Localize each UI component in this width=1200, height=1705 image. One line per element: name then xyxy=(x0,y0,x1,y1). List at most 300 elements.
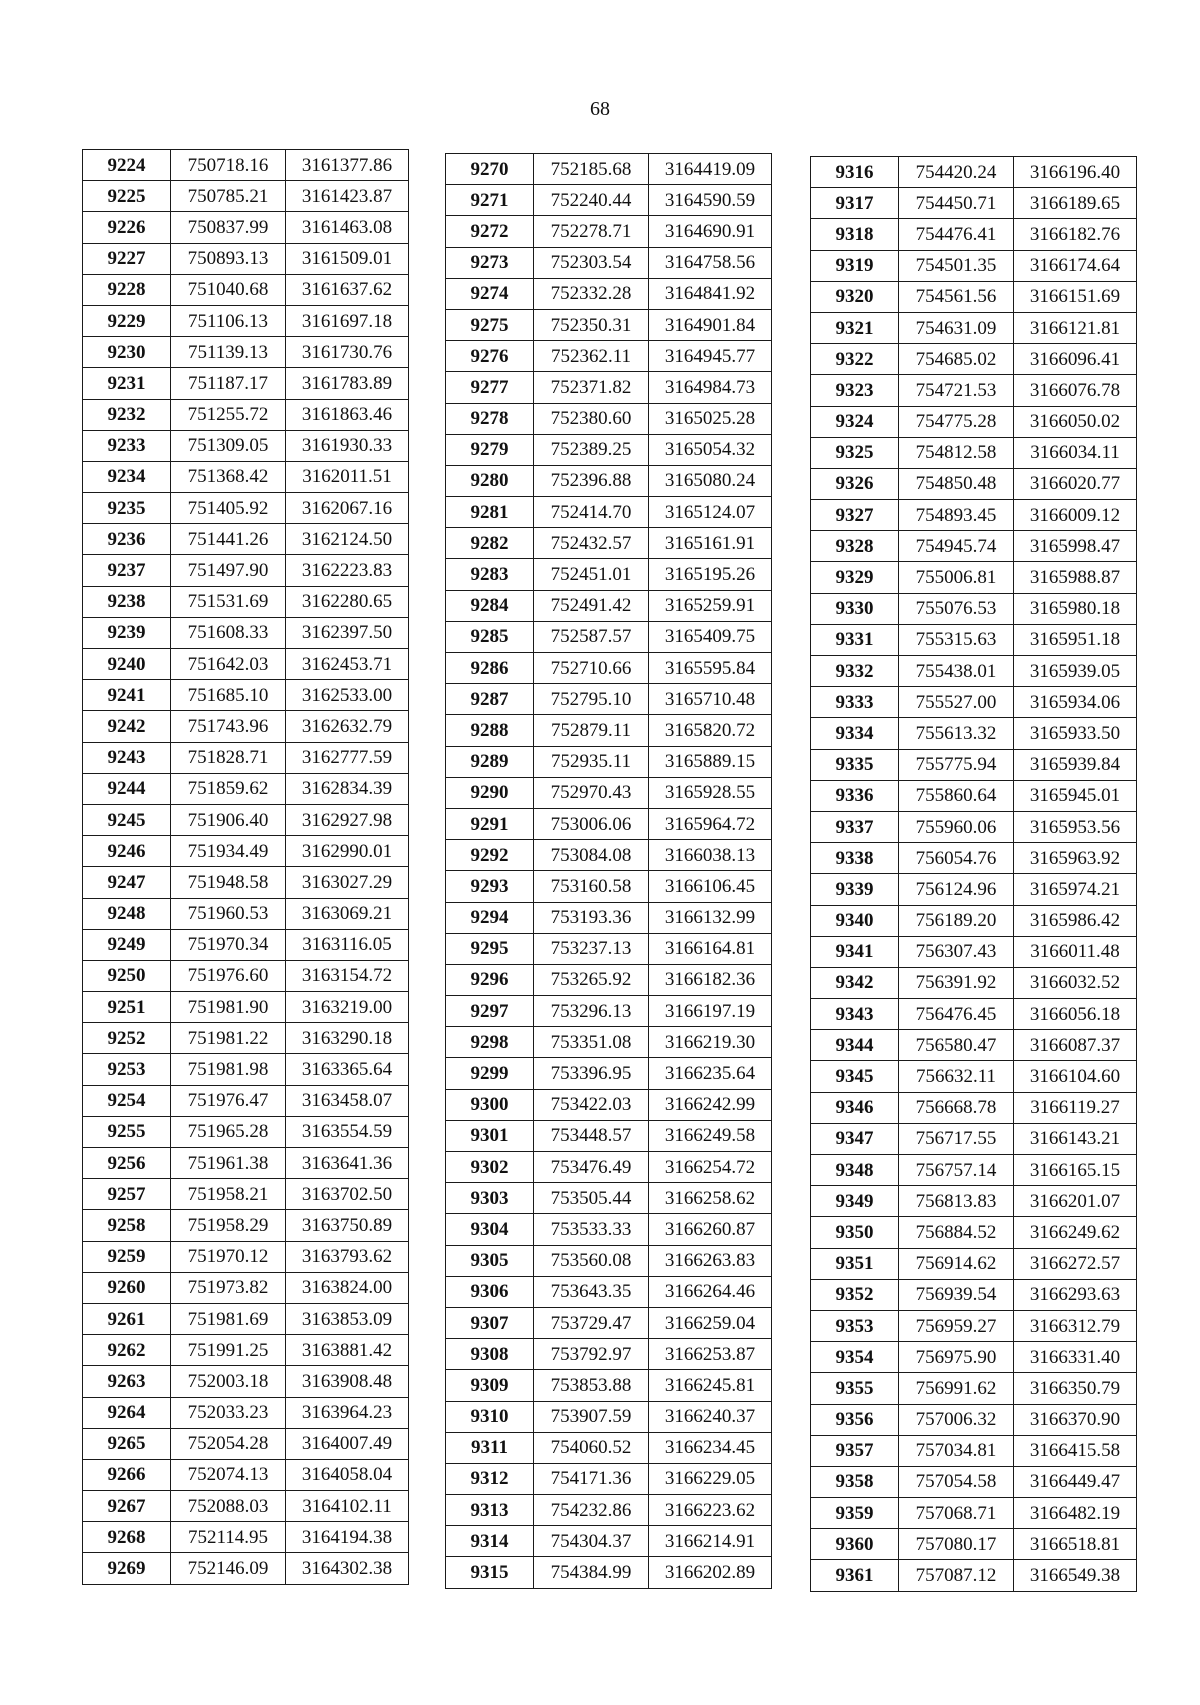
point-number: 9327 xyxy=(811,500,899,531)
table-row xyxy=(446,1463,772,1494)
x-coordinate: 752362.11 xyxy=(534,341,649,372)
point-number: 9331 xyxy=(811,624,899,655)
y-coordinate: 3166164.81 xyxy=(649,933,772,964)
y-coordinate: 3163154.72 xyxy=(286,960,409,991)
table-row xyxy=(446,840,772,871)
x-coordinate: 755315.63 xyxy=(899,624,1014,655)
x-coordinate: 753193.36 xyxy=(534,902,649,933)
point-number: 9361 xyxy=(811,1560,899,1591)
point-number: 9358 xyxy=(811,1466,899,1497)
y-coordinate: 3161697.18 xyxy=(286,305,409,336)
y-coordinate: 3165710.48 xyxy=(649,684,772,715)
point-number: 9230 xyxy=(83,337,171,368)
y-coordinate: 3166143.21 xyxy=(1014,1123,1137,1154)
table-row xyxy=(446,434,772,465)
coordinate-table-1 xyxy=(82,149,409,1585)
point-number: 9266 xyxy=(83,1459,171,1490)
point-number: 9286 xyxy=(446,653,534,684)
point-number: 9340 xyxy=(811,905,899,936)
table-row xyxy=(83,1303,409,1334)
x-coordinate: 753907.59 xyxy=(534,1401,649,1432)
y-coordinate: 3166197.19 xyxy=(649,996,772,1027)
x-coordinate: 751106.13 xyxy=(171,305,286,336)
y-coordinate: 3165963.92 xyxy=(1014,843,1137,874)
table-row xyxy=(83,243,409,274)
table-row xyxy=(446,808,772,839)
x-coordinate: 752451.01 xyxy=(534,559,649,590)
table-row xyxy=(83,1148,409,1179)
table-row xyxy=(446,1120,772,1151)
x-coordinate: 754304.37 xyxy=(534,1526,649,1557)
point-number: 9272 xyxy=(446,216,534,247)
x-coordinate: 754775.28 xyxy=(899,406,1014,437)
y-coordinate: 3164758.56 xyxy=(649,247,772,278)
y-coordinate: 3166201.07 xyxy=(1014,1186,1137,1217)
table-row xyxy=(446,309,772,340)
x-coordinate: 751973.82 xyxy=(171,1272,286,1303)
y-coordinate: 3161377.86 xyxy=(286,150,409,181)
x-coordinate: 750718.16 xyxy=(171,150,286,181)
x-coordinate: 751309.05 xyxy=(171,430,286,461)
table-row xyxy=(446,247,772,278)
x-coordinate: 754945.74 xyxy=(899,531,1014,562)
table-row xyxy=(446,372,772,403)
point-number: 9322 xyxy=(811,344,899,375)
x-coordinate: 752033.23 xyxy=(171,1397,286,1428)
table-row xyxy=(811,780,1137,811)
x-coordinate: 754501.35 xyxy=(899,250,1014,281)
x-coordinate: 751497.90 xyxy=(171,555,286,586)
point-number: 9303 xyxy=(446,1183,534,1214)
y-coordinate: 3165988.87 xyxy=(1014,562,1137,593)
table-row xyxy=(446,403,772,434)
table-row xyxy=(446,154,772,185)
x-coordinate: 751965.28 xyxy=(171,1116,286,1147)
x-coordinate: 752935.11 xyxy=(534,746,649,777)
y-coordinate: 3166249.58 xyxy=(649,1120,772,1151)
point-number: 9346 xyxy=(811,1092,899,1123)
point-number: 9343 xyxy=(811,999,899,1030)
y-coordinate: 3162777.59 xyxy=(286,742,409,773)
table-row xyxy=(446,559,772,590)
table-row xyxy=(83,399,409,430)
table-row xyxy=(811,437,1137,468)
table-row xyxy=(811,562,1137,593)
table-row xyxy=(811,1466,1137,1497)
table-row xyxy=(811,874,1137,905)
y-coordinate: 3166240.37 xyxy=(649,1401,772,1432)
table-row xyxy=(83,212,409,243)
y-coordinate: 3163027.29 xyxy=(286,867,409,898)
x-coordinate: 754420.24 xyxy=(899,157,1014,188)
y-coordinate: 3166254.72 xyxy=(649,1152,772,1183)
table-row xyxy=(811,1435,1137,1466)
point-number: 9282 xyxy=(446,528,534,559)
y-coordinate: 3165161.91 xyxy=(649,528,772,559)
table-row xyxy=(811,593,1137,624)
y-coordinate: 3166032.52 xyxy=(1014,967,1137,998)
y-coordinate: 3162223.83 xyxy=(286,555,409,586)
x-coordinate: 756189.20 xyxy=(899,905,1014,936)
table-row xyxy=(446,746,772,777)
y-coordinate: 3161930.33 xyxy=(286,430,409,461)
y-coordinate: 3165025.28 xyxy=(649,403,772,434)
point-number: 9252 xyxy=(83,1023,171,1054)
table-row xyxy=(446,590,772,621)
table-row xyxy=(811,250,1137,281)
table-row xyxy=(811,406,1137,437)
point-number: 9225 xyxy=(83,181,171,212)
table-row xyxy=(83,1210,409,1241)
x-coordinate: 754232.86 xyxy=(534,1495,649,1526)
table-row xyxy=(83,1054,409,1085)
y-coordinate: 3164590.59 xyxy=(649,185,772,216)
y-coordinate: 3163702.50 xyxy=(286,1179,409,1210)
x-coordinate: 750837.99 xyxy=(171,212,286,243)
table-row xyxy=(83,617,409,648)
x-coordinate: 757080.17 xyxy=(899,1529,1014,1560)
point-number: 9247 xyxy=(83,867,171,898)
point-number: 9302 xyxy=(446,1152,534,1183)
y-coordinate: 3165945.01 xyxy=(1014,780,1137,811)
point-number: 9356 xyxy=(811,1404,899,1435)
table-row xyxy=(811,1560,1137,1591)
point-number: 9242 xyxy=(83,711,171,742)
table-row xyxy=(83,742,409,773)
table-row xyxy=(811,999,1137,1030)
point-number: 9298 xyxy=(446,1027,534,1058)
y-coordinate: 3165939.05 xyxy=(1014,656,1137,687)
table-row xyxy=(83,929,409,960)
point-number: 9306 xyxy=(446,1276,534,1307)
table-row xyxy=(83,1397,409,1428)
table-row xyxy=(83,1116,409,1147)
table-row xyxy=(446,278,772,309)
y-coordinate: 3165080.24 xyxy=(649,465,772,496)
x-coordinate: 751642.03 xyxy=(171,649,286,680)
y-coordinate: 3164901.84 xyxy=(649,309,772,340)
x-coordinate: 756391.92 xyxy=(899,967,1014,998)
table-row xyxy=(811,624,1137,655)
y-coordinate: 3161509.01 xyxy=(286,243,409,274)
y-coordinate: 3163458.07 xyxy=(286,1085,409,1116)
x-coordinate: 752587.57 xyxy=(534,621,649,652)
x-coordinate: 752114.95 xyxy=(171,1522,286,1553)
y-coordinate: 3166518.81 xyxy=(1014,1529,1137,1560)
x-coordinate: 750785.21 xyxy=(171,181,286,212)
point-number: 9281 xyxy=(446,497,534,528)
table-row xyxy=(83,867,409,898)
x-coordinate: 752970.43 xyxy=(534,777,649,808)
point-number: 9323 xyxy=(811,375,899,406)
y-coordinate: 3162632.79 xyxy=(286,711,409,742)
x-coordinate: 754384.99 xyxy=(534,1557,649,1588)
table-row xyxy=(446,1526,772,1557)
point-number: 9333 xyxy=(811,687,899,718)
point-number: 9345 xyxy=(811,1061,899,1092)
y-coordinate: 3166011.48 xyxy=(1014,936,1137,967)
table-row xyxy=(83,305,409,336)
y-coordinate: 3164194.38 xyxy=(286,1522,409,1553)
x-coordinate: 754476.41 xyxy=(899,219,1014,250)
point-number: 9310 xyxy=(446,1401,534,1432)
y-coordinate: 3165933.50 xyxy=(1014,718,1137,749)
x-coordinate: 752380.60 xyxy=(534,403,649,434)
x-coordinate: 751531.69 xyxy=(171,586,286,617)
y-coordinate: 3163219.00 xyxy=(286,992,409,1023)
y-coordinate: 3166331.40 xyxy=(1014,1342,1137,1373)
y-coordinate: 3166174.64 xyxy=(1014,250,1137,281)
y-coordinate: 3164007.49 xyxy=(286,1428,409,1459)
table-row xyxy=(811,1061,1137,1092)
x-coordinate: 755006.81 xyxy=(899,562,1014,593)
table-row xyxy=(83,461,409,492)
x-coordinate: 754450.71 xyxy=(899,188,1014,219)
point-number: 9224 xyxy=(83,150,171,181)
x-coordinate: 757054.58 xyxy=(899,1466,1014,1497)
table-row xyxy=(811,811,1137,842)
x-coordinate: 753853.88 xyxy=(534,1370,649,1401)
table-row xyxy=(83,773,409,804)
x-coordinate: 756668.78 xyxy=(899,1092,1014,1123)
point-number: 9228 xyxy=(83,274,171,305)
point-number: 9316 xyxy=(811,157,899,188)
table-row xyxy=(446,777,772,808)
table-row xyxy=(83,1491,409,1522)
point-number: 9324 xyxy=(811,406,899,437)
y-coordinate: 3163853.09 xyxy=(286,1303,409,1334)
x-coordinate: 756914.62 xyxy=(899,1248,1014,1279)
table-row xyxy=(811,1498,1137,1529)
point-number: 9275 xyxy=(446,309,534,340)
table-row xyxy=(446,871,772,902)
point-number: 9292 xyxy=(446,840,534,871)
y-coordinate: 3165953.56 xyxy=(1014,811,1137,842)
x-coordinate: 754060.52 xyxy=(534,1432,649,1463)
point-number: 9317 xyxy=(811,188,899,219)
x-coordinate: 756884.52 xyxy=(899,1217,1014,1248)
point-number: 9236 xyxy=(83,524,171,555)
table-row xyxy=(83,1428,409,1459)
x-coordinate: 752074.13 xyxy=(171,1459,286,1490)
y-coordinate: 3165934.06 xyxy=(1014,687,1137,718)
point-number: 9232 xyxy=(83,399,171,430)
table-row xyxy=(811,905,1137,936)
x-coordinate: 751970.12 xyxy=(171,1241,286,1272)
point-number: 9285 xyxy=(446,621,534,652)
y-coordinate: 3165998.47 xyxy=(1014,531,1137,562)
y-coordinate: 3166249.62 xyxy=(1014,1217,1137,1248)
x-coordinate: 751828.71 xyxy=(171,742,286,773)
x-coordinate: 753792.97 xyxy=(534,1339,649,1370)
table-row xyxy=(83,960,409,991)
table-row xyxy=(811,936,1137,967)
x-coordinate: 756813.83 xyxy=(899,1186,1014,1217)
point-number: 9238 xyxy=(83,586,171,617)
point-number: 9235 xyxy=(83,493,171,524)
table-row xyxy=(811,1248,1137,1279)
y-coordinate: 3165595.84 xyxy=(649,653,772,684)
point-number: 9352 xyxy=(811,1279,899,1310)
point-number: 9351 xyxy=(811,1248,899,1279)
y-coordinate: 3166214.91 xyxy=(649,1526,772,1557)
y-coordinate: 3166258.62 xyxy=(649,1183,772,1214)
y-coordinate: 3163964.23 xyxy=(286,1397,409,1428)
point-number: 9234 xyxy=(83,461,171,492)
point-number: 9246 xyxy=(83,836,171,867)
point-number: 9291 xyxy=(446,808,534,839)
point-number: 9244 xyxy=(83,773,171,804)
x-coordinate: 756757.14 xyxy=(899,1155,1014,1186)
y-coordinate: 3162834.39 xyxy=(286,773,409,804)
x-coordinate: 751981.98 xyxy=(171,1054,286,1085)
table-row xyxy=(811,1404,1137,1435)
table-row xyxy=(83,1272,409,1303)
point-number: 9305 xyxy=(446,1245,534,1276)
table-row xyxy=(811,967,1137,998)
x-coordinate: 754721.53 xyxy=(899,375,1014,406)
x-coordinate: 754631.09 xyxy=(899,312,1014,343)
x-coordinate: 752491.42 xyxy=(534,590,649,621)
table-row xyxy=(446,465,772,496)
point-number: 9339 xyxy=(811,874,899,905)
x-coordinate: 752332.28 xyxy=(534,278,649,309)
x-coordinate: 753448.57 xyxy=(534,1120,649,1151)
y-coordinate: 3166009.12 xyxy=(1014,500,1137,531)
point-number: 9253 xyxy=(83,1054,171,1085)
x-coordinate: 753422.03 xyxy=(534,1089,649,1120)
point-number: 9260 xyxy=(83,1272,171,1303)
table-row xyxy=(446,684,772,715)
table-row xyxy=(83,711,409,742)
table-row xyxy=(446,996,772,1027)
table-row xyxy=(811,1342,1137,1373)
table-row xyxy=(446,497,772,528)
y-coordinate: 3164058.04 xyxy=(286,1459,409,1490)
y-coordinate: 3166050.02 xyxy=(1014,406,1137,437)
x-coordinate: 752414.70 xyxy=(534,497,649,528)
x-coordinate: 751961.38 xyxy=(171,1148,286,1179)
x-coordinate: 751976.60 xyxy=(171,960,286,991)
table-row xyxy=(811,1529,1137,1560)
point-number: 9258 xyxy=(83,1210,171,1241)
point-number: 9240 xyxy=(83,649,171,680)
y-coordinate: 3166076.78 xyxy=(1014,375,1137,406)
point-number: 9276 xyxy=(446,341,534,372)
point-number: 9344 xyxy=(811,1030,899,1061)
point-number: 9304 xyxy=(446,1214,534,1245)
point-number: 9335 xyxy=(811,749,899,780)
x-coordinate: 755438.01 xyxy=(899,656,1014,687)
point-number: 9259 xyxy=(83,1241,171,1272)
x-coordinate: 753533.33 xyxy=(534,1214,649,1245)
table-row xyxy=(446,216,772,247)
point-number: 9233 xyxy=(83,430,171,461)
x-coordinate: 753237.13 xyxy=(534,933,649,964)
table-row xyxy=(83,181,409,212)
point-number: 9334 xyxy=(811,718,899,749)
table-row xyxy=(811,1123,1137,1154)
point-number: 9354 xyxy=(811,1342,899,1373)
table-row xyxy=(446,528,772,559)
point-number: 9254 xyxy=(83,1085,171,1116)
y-coordinate: 3165054.32 xyxy=(649,434,772,465)
table-row xyxy=(446,715,772,746)
x-coordinate: 756975.90 xyxy=(899,1342,1014,1373)
point-number: 9350 xyxy=(811,1217,899,1248)
y-coordinate: 3166202.89 xyxy=(649,1557,772,1588)
x-coordinate: 753729.47 xyxy=(534,1307,649,1338)
point-number: 9348 xyxy=(811,1155,899,1186)
point-number: 9289 xyxy=(446,746,534,777)
table-row xyxy=(446,1495,772,1526)
y-coordinate: 3166223.62 xyxy=(649,1495,772,1526)
x-coordinate: 752710.66 xyxy=(534,653,649,684)
table-row xyxy=(83,680,409,711)
x-coordinate: 753560.08 xyxy=(534,1245,649,1276)
point-number: 9273 xyxy=(446,247,534,278)
table-row xyxy=(811,1279,1137,1310)
table-row xyxy=(446,964,772,995)
x-coordinate: 753160.58 xyxy=(534,871,649,902)
point-number: 9353 xyxy=(811,1310,899,1341)
x-coordinate: 754685.02 xyxy=(899,344,1014,375)
y-coordinate: 3162067.16 xyxy=(286,493,409,524)
x-coordinate: 751685.10 xyxy=(171,680,286,711)
point-number: 9288 xyxy=(446,715,534,746)
table-row xyxy=(83,649,409,680)
x-coordinate: 751743.96 xyxy=(171,711,286,742)
point-number: 9279 xyxy=(446,434,534,465)
point-number: 9326 xyxy=(811,468,899,499)
point-number: 9293 xyxy=(446,871,534,902)
table-row xyxy=(446,1027,772,1058)
x-coordinate: 753084.08 xyxy=(534,840,649,871)
point-number: 9347 xyxy=(811,1123,899,1154)
table-row xyxy=(446,933,772,964)
y-coordinate: 3165124.07 xyxy=(649,497,772,528)
table-row xyxy=(446,341,772,372)
table-row xyxy=(83,274,409,305)
point-number: 9300 xyxy=(446,1089,534,1120)
table-row xyxy=(811,1186,1137,1217)
point-number: 9325 xyxy=(811,437,899,468)
point-number: 9255 xyxy=(83,1116,171,1147)
x-coordinate: 757006.32 xyxy=(899,1404,1014,1435)
y-coordinate: 3165974.21 xyxy=(1014,874,1137,905)
x-coordinate: 752054.28 xyxy=(171,1428,286,1459)
point-number: 9307 xyxy=(446,1307,534,1338)
x-coordinate: 752146.09 xyxy=(171,1553,286,1584)
point-number: 9295 xyxy=(446,933,534,964)
table-row xyxy=(811,500,1137,531)
x-coordinate: 752088.03 xyxy=(171,1491,286,1522)
y-coordinate: 3166104.60 xyxy=(1014,1061,1137,1092)
x-coordinate: 753396.95 xyxy=(534,1058,649,1089)
y-coordinate: 3163069.21 xyxy=(286,898,409,929)
point-number: 9274 xyxy=(446,278,534,309)
point-number: 9320 xyxy=(811,281,899,312)
point-number: 9328 xyxy=(811,531,899,562)
point-number: 9341 xyxy=(811,936,899,967)
table-row xyxy=(446,1401,772,1432)
point-number: 9349 xyxy=(811,1186,899,1217)
x-coordinate: 752240.44 xyxy=(534,185,649,216)
table-row xyxy=(83,1335,409,1366)
point-number: 9263 xyxy=(83,1366,171,1397)
table-row xyxy=(83,836,409,867)
x-coordinate: 756632.11 xyxy=(899,1061,1014,1092)
